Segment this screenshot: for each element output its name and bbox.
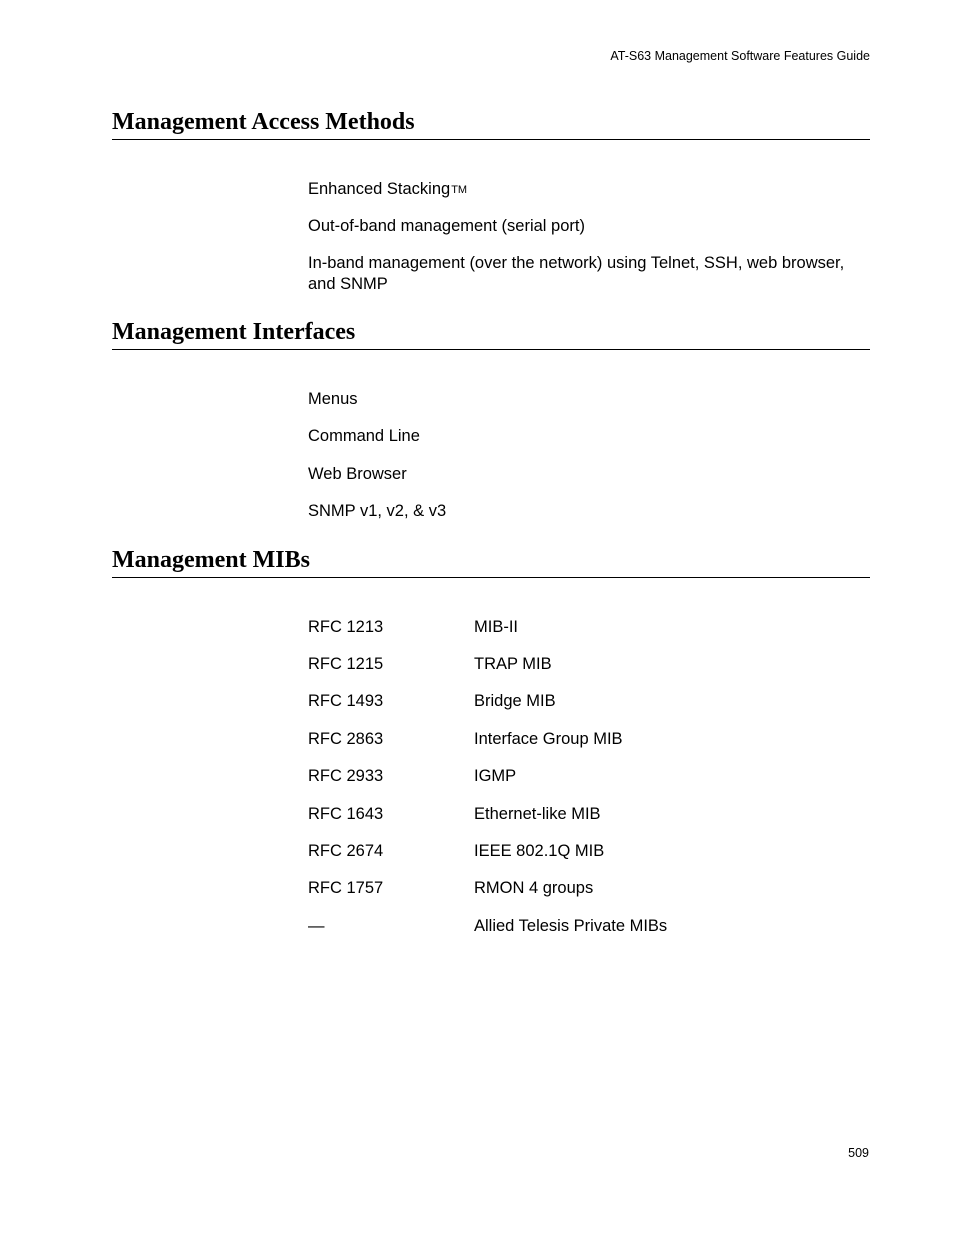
- access-item-out-of-band: Out-of-band management (serial port): [308, 217, 585, 235]
- interface-item-web-browser: Web Browser: [308, 465, 407, 483]
- page-number: 509: [848, 1146, 869, 1160]
- mib-rfc: RFC 1643: [308, 805, 384, 823]
- section-heading-interfaces: Management Interfaces: [112, 318, 870, 350]
- section-heading-access-methods: Management Access Methods: [112, 108, 870, 140]
- mib-rfc: RFC 2674: [308, 842, 384, 860]
- mib-name: IEEE 802.1Q MIB: [474, 842, 605, 860]
- mib-name: MIB-II: [474, 618, 518, 636]
- mib-rfc: RFC 1215: [308, 655, 384, 673]
- mib-rfc: RFC 1757: [308, 879, 384, 897]
- mib-name: TRAP MIB: [474, 655, 552, 673]
- access-item-label: Enhanced Stacking: [308, 180, 451, 198]
- mib-rfc: —: [308, 917, 325, 935]
- mib-name: Allied Telesis Private MIBs: [474, 917, 668, 935]
- access-item-enhanced-stacking: [308, 179, 874, 201]
- mib-name: IGMP: [474, 767, 517, 785]
- interface-item-menus: Menus: [308, 390, 358, 408]
- interface-item-command-line: Command Line: [308, 427, 420, 445]
- mib-name: Bridge MIB: [474, 692, 556, 710]
- mib-rfc: RFC 1493: [308, 692, 384, 710]
- trademark-symbol: TM: [451, 184, 468, 196]
- access-item-in-band-line1: In-band management (over the network) using Telnet, SSH, web browser,: [308, 254, 845, 272]
- mib-rfc: RFC 2863: [308, 730, 384, 748]
- access-item-in-band-line2: and SNMP: [308, 275, 388, 293]
- mib-name: Interface Group MIB: [474, 730, 623, 748]
- mib-name: Ethernet-like MIB: [474, 805, 601, 823]
- mib-name: RMON 4 groups: [474, 879, 594, 897]
- section-heading-mibs: Management MIBs: [112, 546, 870, 578]
- running-header: AT-S63 Management Software Features Guide: [610, 49, 870, 63]
- mib-rfc: RFC 1213: [308, 618, 384, 636]
- interface-item-snmp: SNMP v1, v2, & v3: [308, 502, 447, 520]
- mib-rfc: RFC 2933: [308, 767, 384, 785]
